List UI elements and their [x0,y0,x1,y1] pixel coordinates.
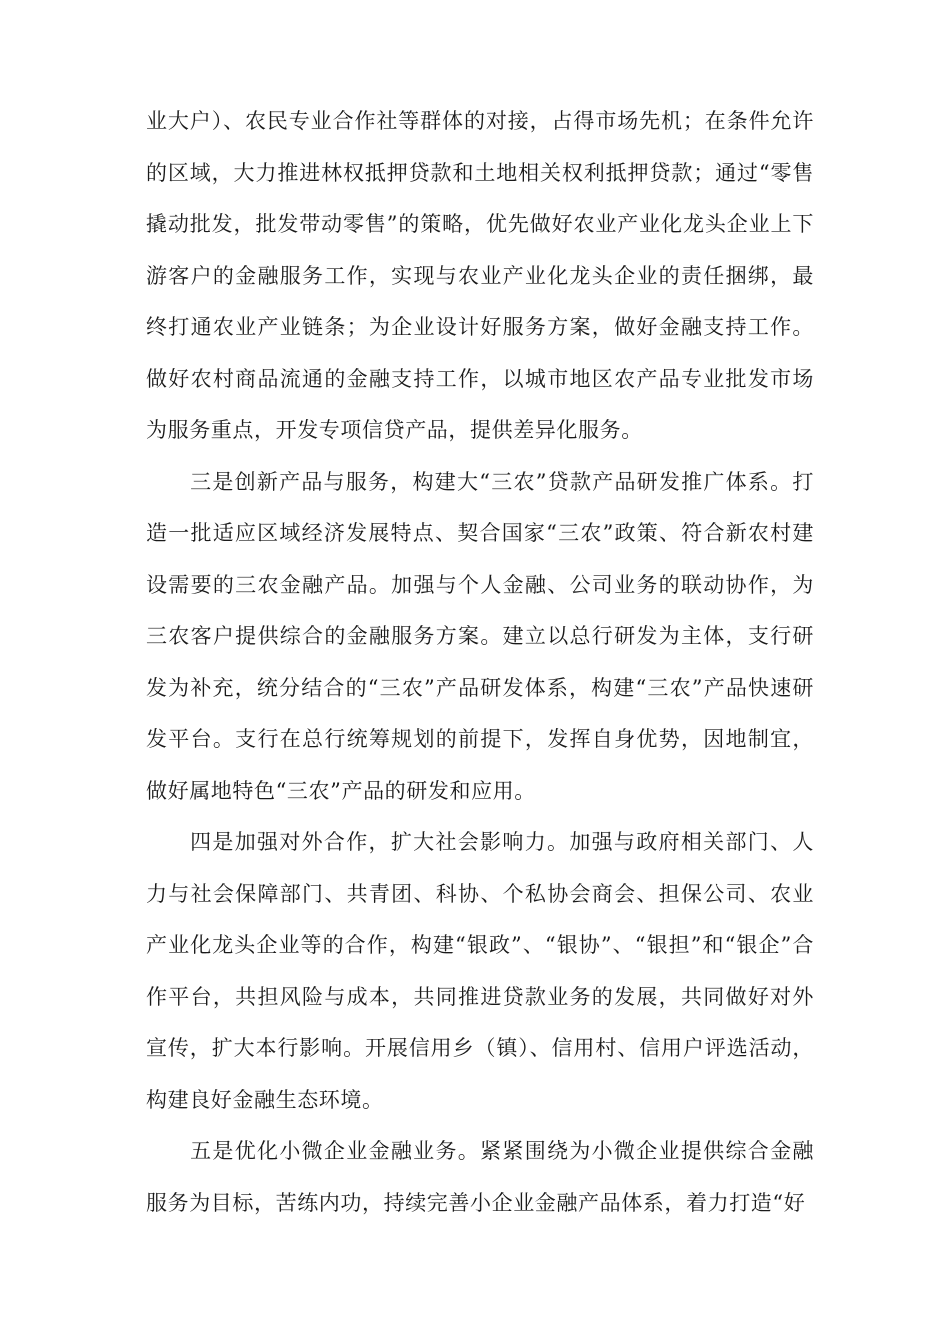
paragraph-five: 五是优化小微企业金融业务。紧紧围绕为小微企业提供综合金融服务为目标，苦练内功，持续完善小企业金融产品体系，着力打造“好 [146,1139,814,1215]
paragraph-three: 三是创新产品与服务，构建大“三农”贷款产品研发推广体系。打造一批适应区域经济发展特点、契合国家“三农”政策、符合新农村建设需要的三农金融产品。加强与个人金融、公司业务的联动协作，为三农客户提供综合的金融服务方案。建立以总行研发为主体，支行研发为补充，统分结合的“三农”产品研发体系，构建“三农”产品快速研发平台。支行在总行统筹规划的前提下，发挥自身优势，因地制宜，做好属地特色“三农”产品的研发和应用。 [146,469,814,803]
paragraph-four: 四是加强对外合作，扩大社会影响力。加强与政府相关部门、人力与社会保障部门、共青团、科协、个私协会商会、担保公司、农业产业化龙头企业等的合作，构建“银政”、“银协”、“银担”和“银企”合作平台，共担风险与成本，共同推进贷款业务的发展，共同做好对外宣传，扩大本行影响。开展信用乡（镇）、信用村、信用户评选活动，构建良好金融生态环境。 [146,830,814,1112]
document-page [146,96,814,1229]
paragraph-continuation: 业大户）、农民专业合作社等群体的对接，占得市场先机；在条件允许的区域，大力推进林权抵押贷款和土地相关权利抵押贷款；通过“零售撬动批发，批发带动零售”的策略，优先做好农业产业化龙头企业上下游客户的金融服务工作，实现与农业产业化龙头企业的责任捆绑，最终打通农业产业链条；为企业设计好服务方案，做好金融支持工作。做好农村商品流通的金融支持工作，以城市地区农产品专业批发市场为服务重点，开发专项信贷产品，提供差异化服务。 [146,109,814,442]
